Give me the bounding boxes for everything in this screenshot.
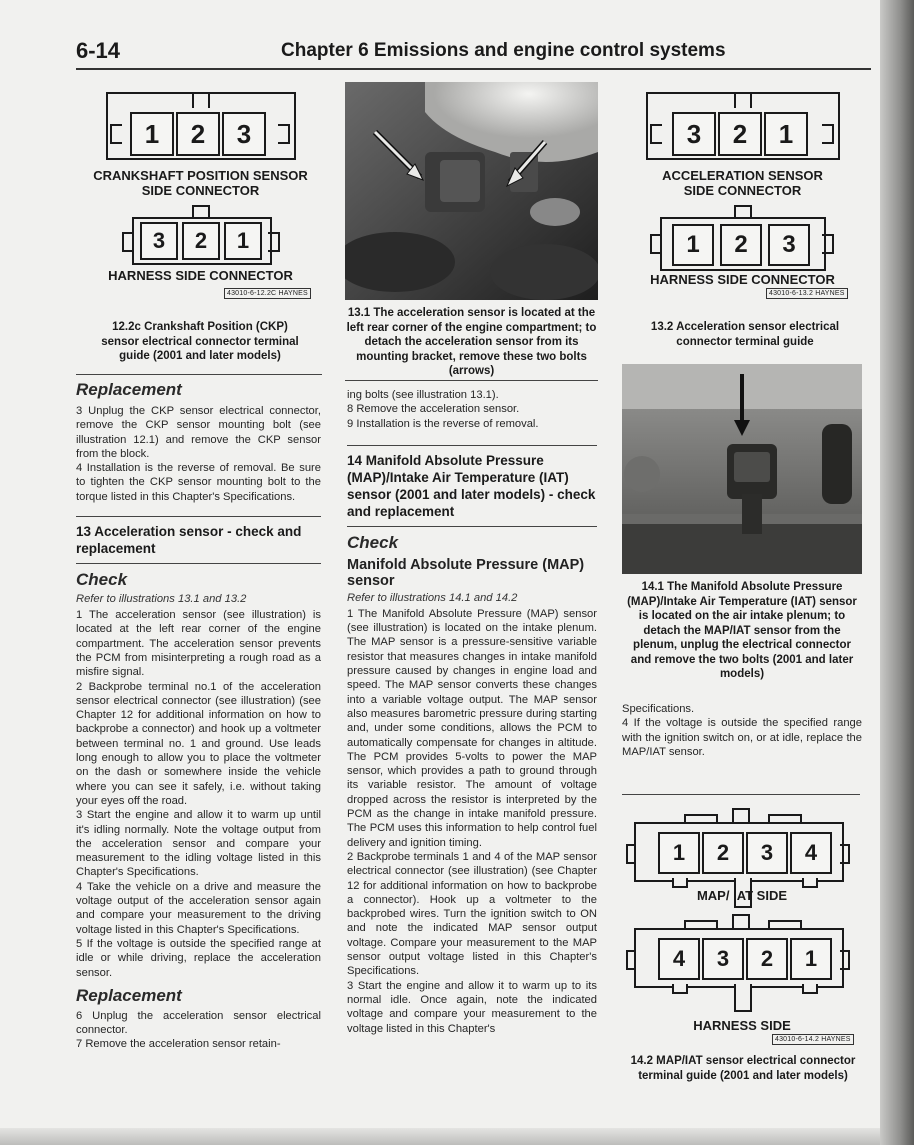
- figure-caption: 14.2 MAP/IAT sensor electrical connector terminal guide (2001 and later models): [630, 1055, 856, 1082]
- figure-tag: 43010-6-13.2 HAYNES: [766, 288, 848, 299]
- paragraph: 3 Unplug the CKP sensor electrical connector, remove the CKP sensor mounting bolt (see illustration 12.1) and remove the CKP sensor from the block.: [76, 405, 321, 460]
- replacement-heading: Replacement: [76, 985, 182, 1005]
- figure-caption: 13.1 The acceleration sensor is located at the left rear corner of the engine compartment; to detach the acceleration sensor from its mounting bracket, remove these two bolts (arrows): [346, 307, 597, 377]
- divider: [345, 380, 598, 381]
- connector-label: CRANKSHAFT POSITION SENSOR SIDE CONNECTOR: [93, 168, 308, 198]
- connector-foot: [672, 878, 688, 888]
- pin-box: 2: [702, 832, 744, 874]
- pin-box: 2: [746, 938, 788, 980]
- pin-box: 2: [720, 224, 762, 266]
- page-header: [76, 38, 876, 66]
- figure-14-2: [622, 800, 862, 1045]
- connector-label: HARNESS SIDE CONNECTOR: [108, 268, 293, 283]
- paragraph: 4 Installation is the reverse of removal. Be sure to tighten the CKP sensor mounting bolt to the torque listed in this Chapter's Specifications.: [76, 462, 321, 503]
- divider: [347, 526, 597, 527]
- connector-label: HARNESS SIDE CONNECTOR: [650, 272, 835, 287]
- pin-box: 3: [768, 224, 810, 266]
- paragraph: 8 Remove the acceleration sensor.: [347, 403, 520, 416]
- map-sensor-heading: Manifold Absolute Pressure (MAP) sensor: [347, 556, 585, 589]
- figure-caption: 13.2 Acceleration sensor electrical connector terminal guide: [650, 321, 840, 348]
- divider: [76, 563, 321, 564]
- paragraph: 7 Remove the acceleration sensor retain-: [76, 1038, 281, 1051]
- pin-box: 1: [790, 938, 832, 980]
- page-bottom-edge: [0, 1128, 880, 1145]
- divider: [76, 516, 321, 517]
- paragraph: 3 Start the engine and allow it to warm up to its normal idle. Once again, note the indicated voltage and compare your measurement to the voltage listed in this Chapter's: [347, 979, 597, 1035]
- replacement-heading: Replacement: [76, 380, 182, 399]
- figure-tag: 43010-6-12.2C HAYNES: [224, 288, 311, 299]
- connector-label: MAP/ IAT SIDE: [696, 888, 788, 903]
- pin-box: 4: [658, 938, 700, 980]
- header-rule: [76, 68, 871, 70]
- pin-box: 3: [222, 112, 266, 156]
- pin-box: 3: [672, 112, 716, 156]
- pin-box: 1: [672, 224, 714, 266]
- pin-box: 1: [764, 112, 808, 156]
- figure-caption: 12.2c Crankshaft Position (CKP) sensor electrical connector terminal guide (2001 and later models): [101, 321, 299, 362]
- pin-box: 2: [718, 112, 762, 156]
- chapter-title: Chapter 6 Emissions and engine control systems: [281, 40, 726, 61]
- section-14-heading: 14 Manifold Absolute Pressure (MAP)/Intake Air Temperature (IAT) sensor (2001 and later models) - check and replacement: [347, 452, 596, 519]
- section-13-heading: 13 Acceleration sensor - check and replacement: [76, 524, 302, 557]
- paragraph: Specifications.: [622, 703, 695, 715]
- photo-13-1: [345, 82, 598, 300]
- paragraph: 1 The Manifold Absolute Pressure (MAP) sensor (see illustration) is located on the intake plenum. The MAP sensor is a pressure-sensitive variable resistor that measures changes in intake manifold pressure caused by changes in engine load and speed. The MAP sensor converts these changes into a variable voltage output. The MAP sensor also measures barometric pressure during starting and, under some conditions, allows the PCM to automatically compensate for changes in altitude. The PCM provides 5-volts to power the MAP sensor, which provides a path to ground through its variable resistor. The amount of voltage dropped across the resistor is interpreted by the PCM as the change in intake manifold pressure. The PCM uses this information to help control fuel delivery and ignition timing.: [347, 607, 597, 849]
- figure-tag: 43010-6-14.2 HAYNES: [772, 1034, 854, 1045]
- page-number: 6-14: [76, 38, 121, 63]
- pin-box: 3: [702, 938, 744, 980]
- figure-caption: 14.1 The Manifold Absolute Pressure (MAP)/Intake Air Temperature (IAT) sensor is located on the air intake plenum; to detach the MAP/IAT sensor from the plenum, unplug the electrical connector and remove the two bolts (2001 and later models): [627, 581, 857, 680]
- page-edge-shadow: [880, 0, 914, 1145]
- connector-foot: [734, 984, 752, 1012]
- left-column: [76, 380, 321, 1052]
- divider: [622, 794, 860, 795]
- paragraph: 6 Unplug the acceleration sensor electrical connector.: [76, 1009, 321, 1037]
- paragraph: 2 Backprobe terminals 1 and 4 of the MAP sensor electrical connector (see illustration) (see Chapter 12 for additional information on how to backprobe a connector). Hook up a voltmeter to the backprobed wires. Turn the ignition switch to ON and note the indicated MAP sensor output voltage. Compare your measurement to the MAP sensor output voltage listed in this Chapter's Specifications.: [347, 850, 597, 978]
- divider: [347, 445, 597, 446]
- refer-line: Refer to illustrations 13.1 and 13.2: [76, 593, 247, 606]
- pin-box: 1: [130, 112, 174, 156]
- pin-box: 1: [224, 222, 262, 260]
- check-heading: Check: [76, 570, 128, 590]
- check-heading: Check: [347, 532, 399, 552]
- paragraph: ing bolts (see illustration 13.1).: [347, 389, 499, 401]
- pin-box: 1: [658, 832, 700, 874]
- paragraph: 3 Start the engine and allow it to warm up until it's idling normally. Note the voltage output from the acceleration sensor and compare your measurement to the idling voltage listed in this Chapter's Specifications.: [76, 809, 321, 879]
- paragraph: 9 Installation is the reverse of removal.: [347, 417, 539, 430]
- middle-column: [347, 388, 597, 1036]
- pin-box: 3: [140, 222, 178, 260]
- photo-14-1: [622, 364, 862, 574]
- connector-foot: [802, 878, 818, 888]
- connector-label: HARNESS SIDE: [693, 1018, 791, 1033]
- pin-box: 4: [790, 832, 832, 874]
- connector-foot: [672, 984, 688, 994]
- pin-box: 3: [746, 832, 788, 874]
- connector-label: ACCELERATION SENSOR SIDE CONNECTOR: [662, 168, 823, 198]
- right-column: [622, 702, 862, 759]
- pin-box: 2: [182, 222, 220, 260]
- refer-line: Refer to illustrations 14.1 and 14.2: [347, 591, 518, 604]
- paragraph: 2 Backprobe terminal no.1 of the acceleration sensor electrical connector (see illustration) (see Chapter 12 for additional information on how to backprobe a connector) and hook up a voltmeter between terminal no. 1 and ground. Use leads long enough to allow you to place the voltmeter on the dash or somewhere inside the vehicle where you can see it safely, i.e. without taking your eyes off the road.: [76, 680, 321, 807]
- connector-foot: [802, 984, 818, 994]
- paragraph: 5 If the voltage is outside the specified range at idle or while driving, replace the acceleration sensor.: [76, 937, 321, 979]
- pin-box: 2: [176, 112, 220, 156]
- paragraph: 1 The acceleration sensor (see illustration) is located at the left rear corner of the engine compartment. The acceleration sensor prevents the PCM from misinterpreting a rough road as a misfire signal.: [76, 609, 321, 679]
- paragraph: 4 Take the vehicle on a drive and measure the voltage output of the acceleration sensor again and compare your measurement to the driving voltage listed in this Chapter's Specifications.: [76, 880, 321, 936]
- paragraph: 4 If the voltage is outside the specified range with the ignition switch on, or at idle, replace the MAP/IAT sensor.: [622, 717, 862, 758]
- divider: [76, 374, 322, 375]
- figure-13-2: [620, 82, 865, 312]
